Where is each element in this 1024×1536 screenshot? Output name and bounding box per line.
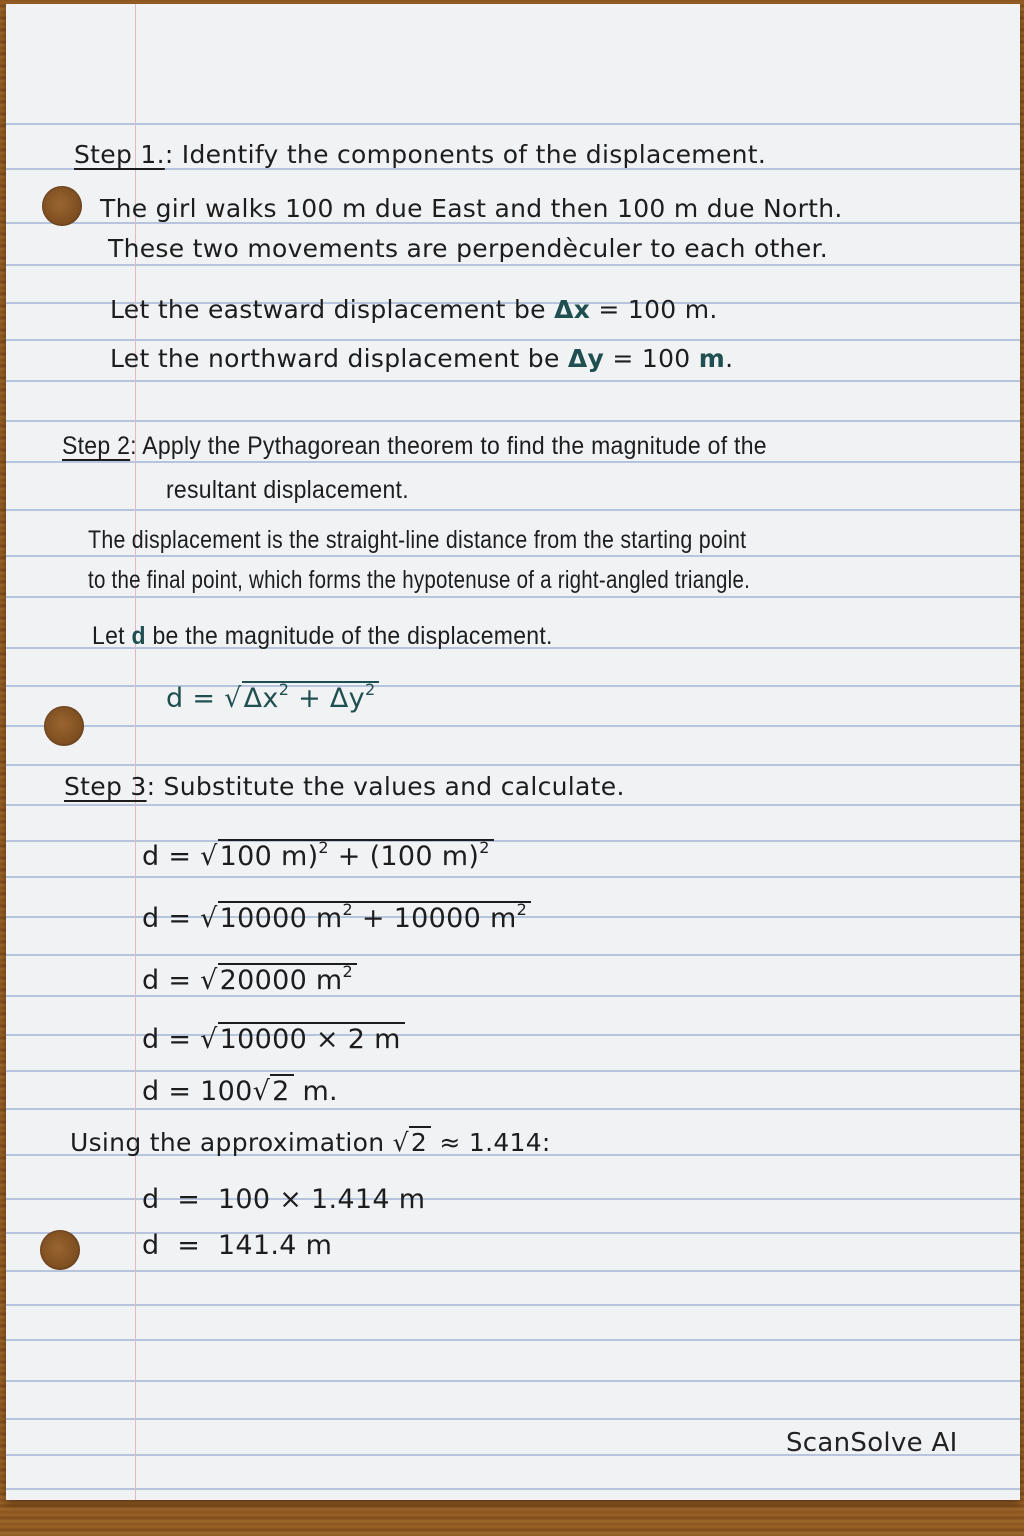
pythagorean-formula: $d = √\Delta x^2 + \Delta y^2$ — [166, 680, 379, 714]
ruled-line — [6, 876, 1020, 878]
sqrt-symbol: √ — [224, 683, 242, 714]
step1-let-x: Let the eastward displacement be Δx = 100 m. — [110, 295, 718, 324]
delta-x-symbol: Δx — [554, 295, 591, 324]
ruled-line — [6, 509, 1020, 511]
step2-line-1: The displacement is the straight-line distance from the starting point — [88, 526, 747, 554]
punch-hole — [44, 706, 84, 746]
ruled-line — [6, 1418, 1020, 1420]
punch-hole — [42, 186, 82, 226]
approximation-line: Using the approximation √2 ≈ 1.414: — [70, 1128, 551, 1157]
ruled-line — [6, 1108, 1020, 1110]
ruled-line — [6, 954, 1020, 956]
step3-title: : Substitute the values and calculate. — [146, 772, 625, 801]
ruled-line — [6, 380, 1020, 382]
sqrt-symbol: √ — [392, 1128, 409, 1157]
sqrt-symbol: √ — [252, 1076, 271, 1107]
sqrt-symbol: √ — [200, 841, 218, 872]
step3-heading — [64, 772, 625, 801]
step1-line-2: These two movements are perpendèculer to each other. — [108, 234, 829, 263]
equation-2: d = √10000 $m^2 + 10000$ $m^2$ — [142, 900, 531, 934]
step3-label: Step 3 — [64, 772, 147, 801]
equation-7-final-answer: d = 141.4 m — [142, 1230, 333, 1261]
scansolve-watermark: ScanSolve AI — [786, 1428, 958, 1458]
step2-heading — [62, 432, 767, 461]
ruled-line — [6, 804, 1020, 806]
step2-line-2: to the final point, which forms the hypotenuse of a right-angled triangle. — [88, 566, 751, 594]
ruled-line — [6, 725, 1020, 727]
sqrt-symbol: √ — [200, 965, 218, 996]
ruled-line — [6, 685, 1020, 687]
step2-title-cont: resultant displacement. — [166, 476, 409, 504]
ruled-line — [6, 264, 1020, 266]
step1-title: : Identify the components of the displacement. — [164, 140, 767, 169]
ruled-line — [6, 1070, 1020, 1072]
step2-label: Step 2 — [62, 432, 131, 460]
equation-6: d = 100 × 1.414 m — [142, 1184, 426, 1215]
ruled-line — [6, 1488, 1020, 1490]
punch-hole — [40, 1230, 80, 1270]
ruled-line — [6, 461, 1020, 463]
step1-heading — [74, 140, 766, 169]
ruled-line — [6, 1339, 1020, 1341]
ruled-line — [6, 1304, 1020, 1306]
delta-y-symbol: Δy — [567, 344, 605, 373]
step2-let-d: Let d be the magnitude of the displacement. — [92, 622, 553, 650]
step1-let-y: Let the northward displacement be Δy = 100 m. — [110, 344, 734, 373]
equation-3: d = √20000 $m^2$ — [142, 962, 357, 996]
ruled-line — [6, 123, 1020, 125]
ruled-line — [6, 1270, 1020, 1272]
sqrt-symbol: √ — [200, 1024, 218, 1055]
equation-5: d = 100√2 m. — [142, 1076, 338, 1107]
equation-4: d = √10000 × 2 m — [142, 1024, 405, 1055]
ruled-line — [6, 764, 1020, 766]
ruled-line — [6, 1380, 1020, 1382]
margin-line — [135, 4, 136, 1500]
notebook-page — [6, 4, 1020, 1500]
step1-line-1: The girl walks 100 m due East and then 100 m due North. — [100, 194, 843, 223]
d-symbol: d — [131, 622, 146, 650]
ruled-line — [6, 339, 1020, 341]
sqrt-symbol: √ — [200, 903, 218, 934]
step1-label: Step 1. — [74, 140, 165, 169]
ruled-line — [6, 596, 1020, 598]
step2-title: : Apply the Pythagorean theorem to find the magnitude of the — [130, 432, 767, 460]
ruled-line — [6, 555, 1020, 557]
equation-1: d = √100 m)$^2$ + (100 m)$^2$ — [142, 838, 494, 872]
ruled-line — [6, 420, 1020, 422]
